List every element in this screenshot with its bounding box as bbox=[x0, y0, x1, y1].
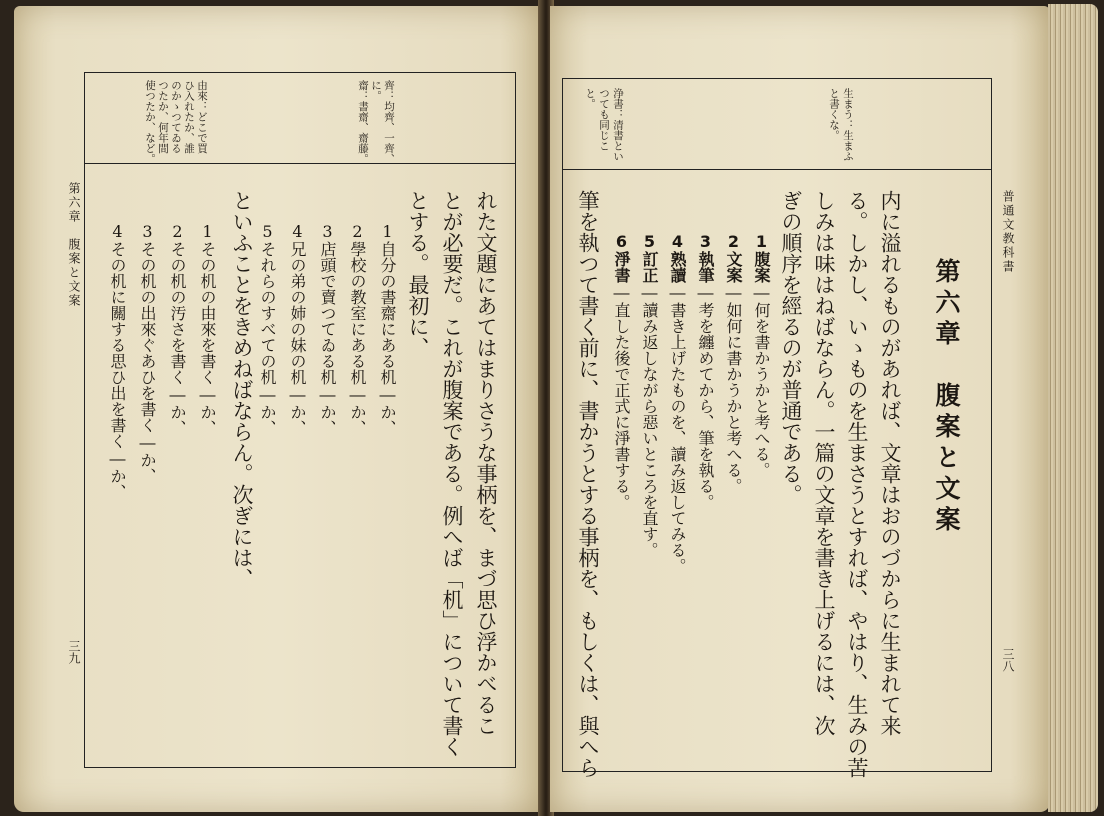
step-item bbox=[722, 232, 744, 494]
list-item: 3その机の出來ぐあひを書く―か、 bbox=[138, 222, 157, 484]
step-item bbox=[666, 232, 688, 574]
step-text: ―如何に書かうかと考へる。 bbox=[724, 283, 743, 494]
list-item: 4その机に關する思ひ出を書く―か、 bbox=[108, 222, 127, 500]
step-term: 3執筆 bbox=[696, 232, 715, 283]
note-jousho-1: 浄書：清書とい bbox=[612, 88, 624, 162]
body-line: 内に溢れるものがあれば、文章はおのづからに生まれて来 bbox=[878, 190, 902, 736]
page-number-right: 三八 bbox=[1001, 648, 1015, 672]
list-item: 1その机の由來を書く―か、 bbox=[198, 222, 217, 436]
body-line: れた文題にあてはまりさうな事柄を、まづ思ひ浮かべるこ bbox=[474, 190, 498, 736]
note-yurai-2: ひ入れたか、誰 bbox=[183, 80, 195, 154]
step-text: ―何を書かうかと考へる。 bbox=[752, 283, 771, 478]
body-line: ぎの順序を經るのが普通である。 bbox=[779, 190, 803, 505]
step-term: 1腹案 bbox=[752, 232, 771, 283]
list-item: 2學校の教室にある机―か、 bbox=[348, 222, 367, 436]
note-jousho-2: つても同じこ bbox=[598, 88, 610, 151]
body-line: といふことをきめねばならん。次ぎには、 bbox=[230, 190, 254, 589]
page-edges bbox=[1048, 4, 1098, 812]
chapter-title: 第六章 腹案と文案 bbox=[932, 258, 961, 537]
step-item bbox=[750, 232, 772, 478]
body-line: る。しかし、いゝものを生まさうとすれば、やはり、生みの苦 bbox=[845, 190, 869, 778]
step-item bbox=[638, 232, 660, 558]
note-yurai-4: つたか、何年間 bbox=[157, 80, 169, 154]
running-head-left: 第六章 腹案と文案 bbox=[67, 182, 81, 308]
note-sei-1: 齊：均齊、一齊、 bbox=[383, 80, 395, 164]
note-yurai-3: のかゝつてゐる bbox=[170, 80, 182, 154]
list-item: 5それらのすべての机―か、 bbox=[258, 222, 277, 436]
list-item: 4兄の弟の姉の妹の机―か、 bbox=[288, 222, 307, 436]
step-text: ―直した後で正式に淨書する。 bbox=[612, 283, 631, 510]
note-sei-2: に。 bbox=[370, 80, 382, 101]
list-item: 3店頭で賣つてゐる机―か、 bbox=[318, 222, 337, 436]
note-jousho-3: と。 bbox=[584, 88, 596, 109]
note-yurai-5: 使つたか、など。 bbox=[144, 80, 156, 164]
body-line: しみは味はねばならん。一篇の文章を書き上げるには、次 bbox=[812, 190, 836, 736]
note-umaru-1: 生まう：生まふ bbox=[842, 88, 854, 162]
page-number-left: 三九 bbox=[67, 640, 81, 664]
list-item: 1自分の書齋にある机―か、 bbox=[378, 222, 397, 436]
note-umaru-2: と書くな。 bbox=[828, 88, 840, 141]
body-line: 筆を執つて書く前に、書かうとする事柄を、もしくは、與へら bbox=[576, 190, 600, 778]
step-item bbox=[694, 232, 716, 510]
note-sei-3: 齋：書齋、齋藤。 bbox=[357, 80, 369, 164]
note-divider bbox=[563, 169, 991, 170]
note-yurai-1: 由來：どこで買 bbox=[196, 80, 208, 154]
step-term: 6淨書 bbox=[612, 232, 631, 283]
body-line: とが必要だ。これが腹案である。例へば「机」について書く bbox=[440, 190, 464, 757]
step-text: ―考を纏めてから、筆を執る。 bbox=[696, 283, 715, 510]
step-term: 5訂正 bbox=[640, 232, 659, 283]
body-line: とする。最初に、 bbox=[406, 190, 430, 358]
step-text: ―讀み返しながら惡いところを直す。 bbox=[640, 283, 659, 558]
step-text: ―書き上げたものを、讀み返してみる。 bbox=[668, 283, 687, 574]
list-item: 2その机の汚さを書く―か、 bbox=[168, 222, 187, 436]
step-term: 4熟讀 bbox=[668, 232, 687, 283]
step-item bbox=[610, 232, 632, 510]
step-term: 2文案 bbox=[724, 232, 743, 283]
running-head-right: 普通文教科書 bbox=[1001, 190, 1015, 274]
